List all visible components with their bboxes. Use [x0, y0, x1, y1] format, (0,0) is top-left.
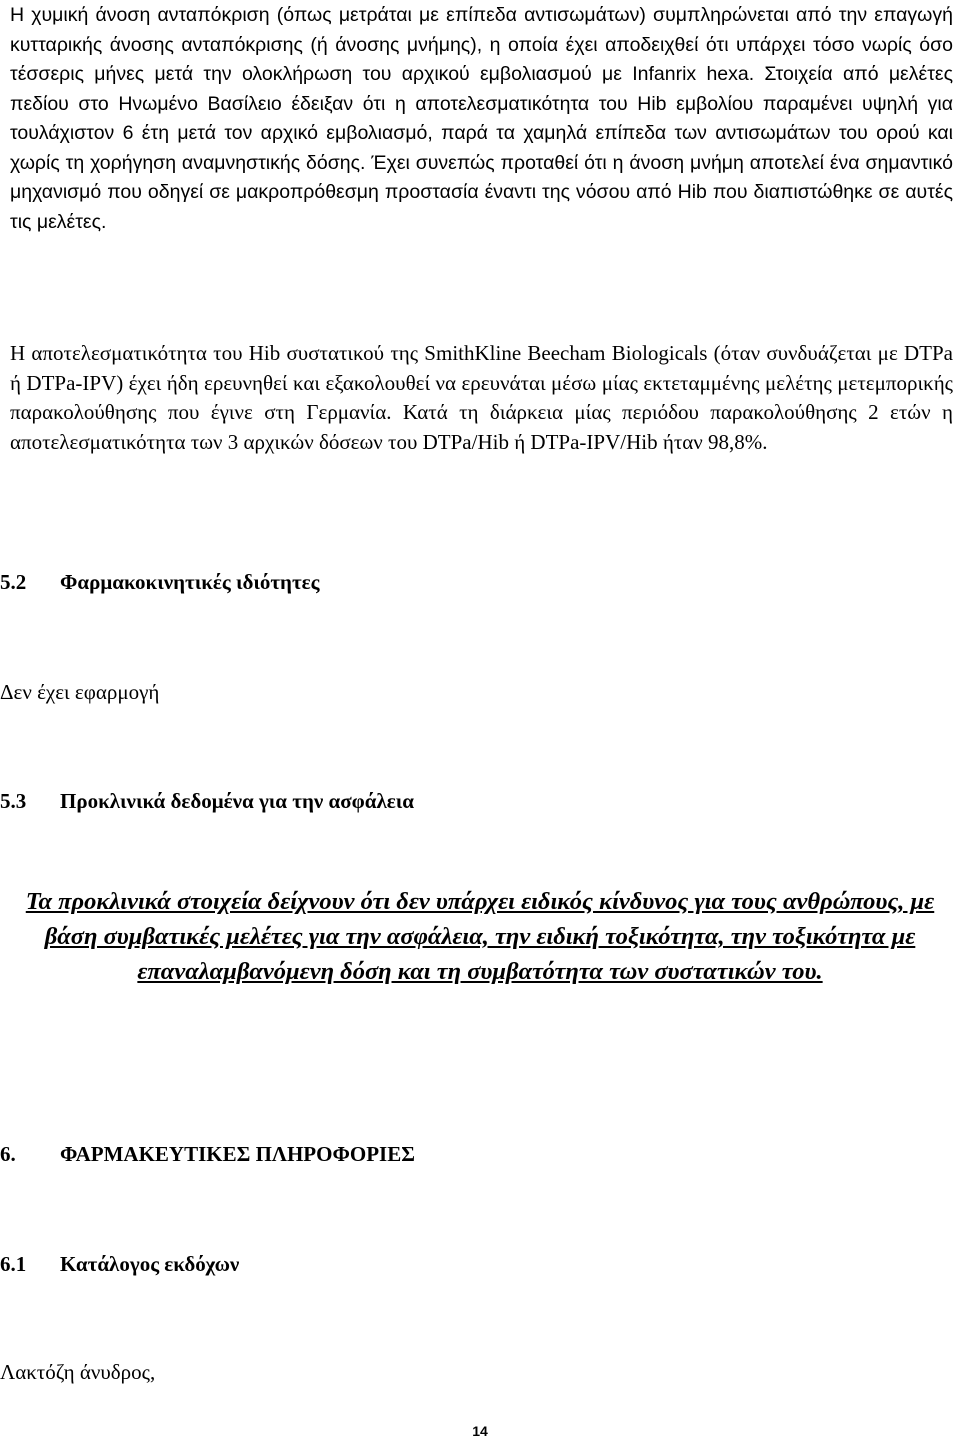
- immunity-sentence-3: Έχει συνεπώς προταθεί ότι η άνοση μνήμη αποτελεί ένα σημαντικό μηχανισμό που οδηγεί σε μακροπρόθεσμη προστασία έναντι της νόσου από Hib που διαπιστώθηκε σε αυτές τις μελέτες.: [10, 151, 953, 233]
- section-heading-5-3: [0, 786, 414, 816]
- section-title: Κατάλογος εκδόχων: [60, 1252, 240, 1276]
- immunity-paragraph: [10, 1, 953, 237]
- section-heading-5-2: [0, 567, 320, 597]
- efficacy-sentence-2: Κατά τη διάρκεια μίας περιόδου παρακολούθησης 2 ετών η αποτελεσματικότητα των 3 αρχικών δόσεων του DTPa/Hib ή DTPa-IPV/Hib ήταν 98,8%.: [10, 400, 953, 454]
- section-body-5-2: Δεν έχει εφαρμογή: [0, 680, 160, 704]
- section-number: 6.1: [0, 1252, 27, 1276]
- preclinical-safety-statement: Τα προκλινικά στοιχεία δείχνουν ότι δεν υπάρχει ειδικός κίνδυνος για τους ανθρώπους, με βάση συμβατικές μελέτες για την ασφάλεια, την ειδική τοξικότητα, την τοξικότητα με επαναλαμβανόμενη δόση και τη συμβατότητα των συστατικών του.: [25, 888, 935, 985]
- section-title: Φαρμακοκινητικές ιδιότητες: [60, 570, 320, 594]
- excipient-item: Λακτόζη άνυδρος,: [0, 1360, 156, 1384]
- section-heading-6: [0, 1139, 415, 1169]
- section-title: ΦΑΡΜΑΚΕΥΤΙΚΕΣ ΠΛΗΡΟΦΟΡΙΕΣ: [60, 1142, 415, 1166]
- immunity-sentence-1: Η χυμική άνοση ανταπόκριση (όπως μετράται με επίπεδα αντισωμάτων) συμπληρώνεται από την επαγωγή κυτταρικής άνοσης ανταπόκρισης (ή άνοσης μνήμης), η οποία έχει αποδειχθεί ότι υπάρχει τόσο νωρίς όσο τέσσερις μήνες μετά την ολοκλήρωση του αρχικού εμβολιασμού με Infanrix hexa.: [10, 4, 953, 85]
- section-number: 6.: [0, 1142, 16, 1166]
- immunity-sentence-2: Στοιχεία από μελέτες πεδίου στο Ηνωμένο Βασίλειο έδειξαν ότι η αποτελεσματικότητα του Hib εμβολίου παραμένει υψηλή για τουλάχιστον 6 έτη μετά τον αρχικό εμβολιασμό, παρά τα χαμηλά επίπεδα των αντισωμάτων του ορού και χωρίς τη χορήγηση αναμνηστικής δόσης.: [10, 63, 953, 174]
- section-heading-6-1: [0, 1249, 239, 1279]
- section-number: 5.3: [0, 789, 27, 813]
- section-number: 5.2: [0, 570, 27, 594]
- efficacy-paragraph: [10, 339, 953, 457]
- page-number: 14: [472, 1423, 488, 1439]
- efficacy-sentence-1: Η αποτελεσματικότητα του Hib συστατικού της SmithKline Beecham Biologicals (όταν συνδυάζεται με DTPa ή DTPa-IPV) έχει ήδη ερευνηθεί και εξακολουθεί να ερευνάται μέσω μίας εκτεταμμένης μελέτης μετεμπορικής παρακολούθησης που έγινε στη Γερμανία.: [10, 341, 953, 424]
- section-title: Προκλινικά δεδομένα για την ασφάλεια: [60, 789, 415, 813]
